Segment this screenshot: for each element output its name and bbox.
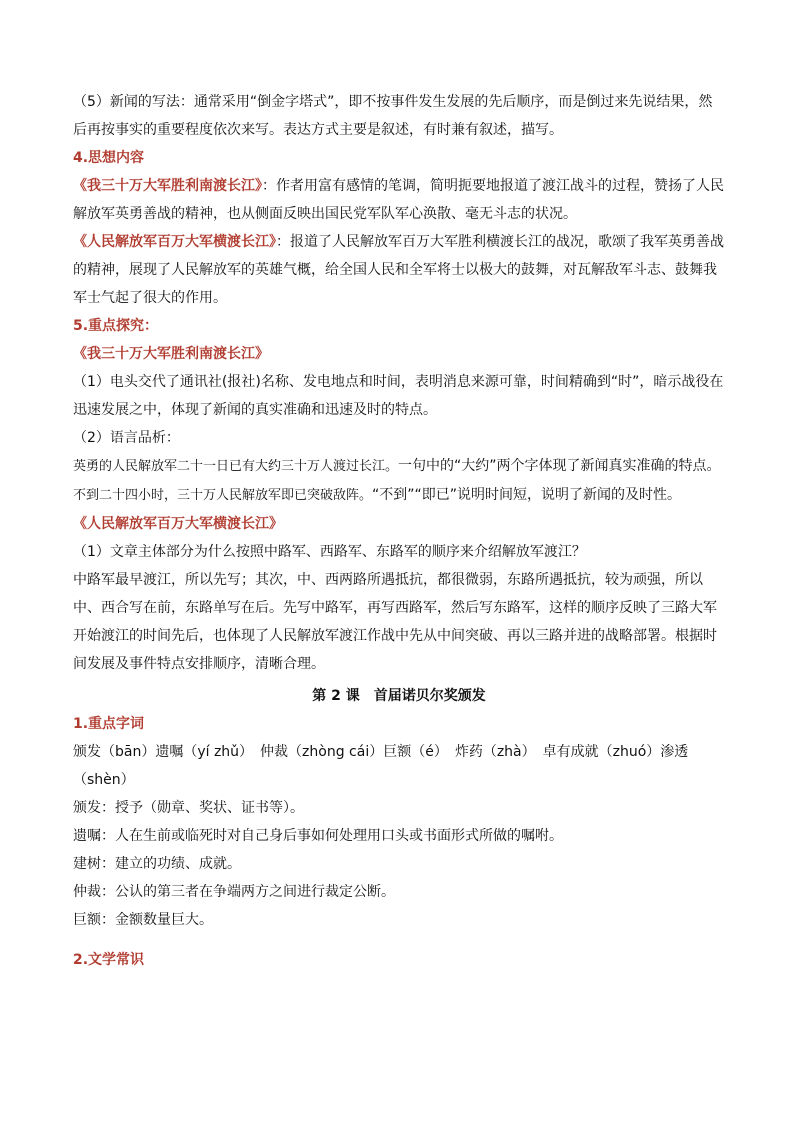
definition-zhongcai: 仲裁：公认的第三者在争端两方之间进行裁定公断。 (73, 884, 395, 900)
quote-analysis-1: 一句中的“大约”两个字体现了新闻真实准确的特点。 (398, 458, 721, 474)
heading-key-exploration: 5.重点探究： (73, 318, 159, 334)
article-title-1: 《我三十万大军胜利南渡长江》 (73, 178, 262, 194)
paragraph-language-analysis: （2）语言品析： (73, 430, 180, 446)
paragraph-thought-1 (73, 172, 725, 228)
paragraph-thought-2 (73, 228, 725, 312)
heading-key-words: 1.重点字词 (73, 716, 145, 732)
heading-literary-knowledge: 2.文学常识 (73, 952, 145, 968)
paragraph-word-list: 颁发（bān）遗嘱（yí zhǔ） 仲裁（zhòng cái）巨额（é） 炸药（zhà） 卓有成就（zhuó）渗透（shèn） (73, 744, 689, 788)
definition-jue: 巨额：金额数量巨大。 (73, 912, 213, 928)
paragraph-news-writing: （5）新闻的写法：通常采用“倒金字塔式”，即不按事件发生发展的先后顺序，而是倒过来先说结果，然后再按事实的重要程度依次来写。表达方式主要是叙述，有时兼有叙述，描写。 (73, 94, 713, 138)
paragraph-quote-2 (73, 481, 725, 510)
article-title-3: 《我三十万大军胜利南渡长江》 (73, 346, 269, 362)
article-summary-1: ：作者用富有感情的笔调，简明扼要地报道了渡江战斗的过程，赞扬了人民解放军英勇善战的精神，也从侧面反映出国民党军队军心涣散、毫无斗志的状况。 (73, 178, 724, 222)
quote-text-2: 不到二十四小时，三十万人民解放军即已突破敌阵。 (73, 488, 373, 503)
spacer (73, 934, 725, 946)
paragraph-answer: 中路军最早渡江，所以先写；其次，中、西两路所遇抵抗，都很微弱，东路所遇抵抗，较为顽强，所以中、西合写在前，东路单写在后。先写中路军，再写西路军，然后写东路军，这样的顺序反映了三路大军开始渡江的时间先后，也体现了人民解放军渡江作战中先从中间突破、再以三路并进的战略部署。根据时间发展及事件特点安排顺序，清晰合理。 (73, 572, 717, 672)
definition-jianshu: 建树：建立的功绩、成就。 (73, 856, 241, 872)
paragraph-question: （1）文章主体部分为什么按照中路军、西路军、东路军的顺序来介绍解放军渡江？ (73, 544, 586, 560)
article-summary-2: ：报道了人民解放军百万大军胜利横渡长江的战况，歌颂了我军英勇善战的精神，展现了人民解放军的英雄气概，给全国人民和全军将士以极大的鼓舞，对瓦解敌军斗志、鼓舞我军士气起了很大的作用。 (73, 234, 724, 306)
document-content (73, 88, 725, 974)
heading-thought-content: 4.思想内容 (73, 150, 145, 166)
article-title-2: 《人民解放军百万大军横渡长江》 (73, 234, 276, 250)
paragraph-dateline: （1）电头交代了通讯社(报社)名称、发电地点和时间，表明消息来源可靠，时间精确到“时”，暗示战役在迅速发展之中，体现了新闻的真实准确和迅速及时的特点。 (73, 374, 724, 418)
paragraph-quote-1 (73, 452, 725, 481)
lesson-2-title: 第 2 课 首届诺贝尔奖颁发 (312, 688, 486, 704)
definition-banfa: 颁发：授予（勋章、奖状、证书等）。 (73, 800, 304, 816)
quote-text-1: 英勇的人民解放军二十一日已有大约三十万人渡过长江。 (73, 459, 399, 474)
definition-yizhu: 遗嘱：人在生前或临死时对自己身后事如何处理用口头或书面形式所做的嘱咐。 (73, 828, 563, 844)
quote-analysis-2: “不到”“即已”说明时间短，说明了新闻的及时性。 (372, 487, 682, 503)
article-title-4: 《人民解放军百万大军横渡长江》 (73, 516, 283, 532)
